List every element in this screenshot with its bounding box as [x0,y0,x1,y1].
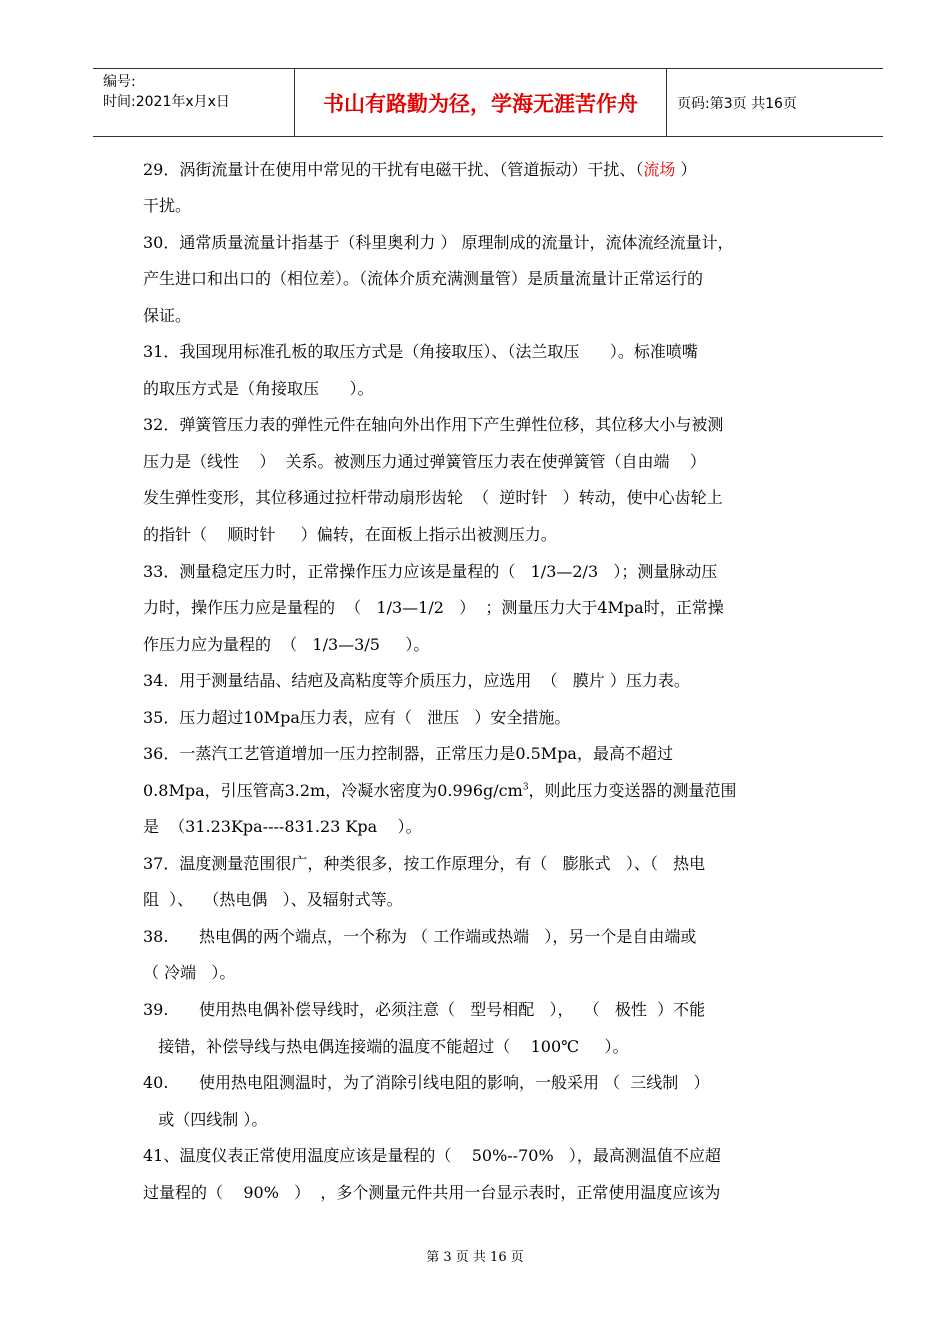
text-line [143,342,698,362]
line-text: 作压力应为量程的 （ 1/3—3/5 ）。 [143,635,430,654]
text-line [143,452,706,472]
text-line [143,817,422,837]
text-line [143,1037,628,1057]
line-text: 36．一蒸汽工艺管道增加一压力控制器，正常压力是0.5Mpa，最高不超过 [143,744,673,763]
document-number-label: 编号: [103,74,136,90]
line-text: 35．压力超过10Mpa压力表，应有（ 泄压 ）安全措施。 [143,708,571,727]
line-text: 压力是（线性 ） 关系。被测压力通过弹簧管压力表在使弹簧管（自由端 ） [143,452,706,471]
line-text: 或（四线制 ）。 [143,1110,268,1129]
text-line [143,269,703,289]
line-text: 力时，操作压力应是量程的 （ 1/3—1/2 ） ；测量压力大于4Mpa时，正常操 [143,598,724,617]
line-text: 40. 使用热电阻测温时，为了消除引线电阻的影响，一般采用 （ 三线制 ） [143,1073,710,1092]
line-text: 阻 ）、 （热电偶 ）、及辐射式等。 [143,890,403,909]
highlighted-answer: 流场 [643,160,676,179]
line-text: 的取压方式是（角接取压 ）。 [143,379,374,398]
line-text: 过量程的（ 90% ） ，多个测量元件共用一台显示表时，正常使用温度应该为 [143,1183,721,1202]
line-text: 31．我国现用标准孔板的取压方式是（角接取压）、（法兰取压 ）。标准喷嘴 [143,342,698,361]
text-line [143,635,429,655]
text-line [143,233,734,253]
text-line [143,1000,705,1020]
text-line [143,160,696,180]
line-text: 33．测量稳定压力时，正常操作压力应该是量程的（ 1/3—2/3 ）；测量脉动压 [143,562,718,581]
document-time-label: 时间:2021年x月x日 [103,94,230,110]
line-text: （ 冷端 ）。 [143,963,236,982]
page-footer: 第 3 页 共 16 页 [426,1250,524,1265]
text-line [143,1073,709,1093]
superscript: 3 [522,782,529,793]
text-line [143,306,191,326]
line-text: 产生进口和出口的（相位差）。（流体介质充满测量管）是质量流量计正常运行的 [143,269,704,288]
text-line [143,525,557,545]
line-text-tail: ，则此压力变送器的测量范围 [528,781,737,800]
header-page-number: 页码:第3页 共16页 [677,95,797,112]
page-header [93,68,883,137]
text-line [143,671,690,691]
text-line [143,854,705,874]
line-text: 39. 使用热电偶补偿导线时，必须注意（ 型号相配 ）， （ 极性 ）不能 [143,1000,706,1019]
line-text: 41、温度仪表正常使用温度应该是量程的（ 50%--70% ），最高测温值不应超 [143,1146,721,1165]
line-text-tail: ） [675,160,697,179]
line-text: 干扰。 [143,196,192,215]
text-line [143,598,724,618]
text-line [143,963,235,983]
line-text: 30．通常质量流量计指基于（科里奥利力 ） 原理制成的流量计，流体流经流量计， [143,233,734,252]
text-line [143,196,191,216]
line-text: 发生弹性变形，其位移通过拉杆带动扇形齿轮 （ 逆时针 ）转动，使中心齿轮上 [143,488,723,507]
header-meta [93,69,293,136]
line-text: 保证。 [143,306,192,325]
line-text: 是 （31.23Kpa----831.23 Kpa ）。 [143,817,422,836]
line-text: 38. 热电偶的两个端点，一个称为 （ 工作端或热端 ），另一个是自由端或 [143,927,697,946]
text-line [143,708,570,728]
text-line [143,488,723,508]
text-line [143,1146,721,1166]
line-text: 34．用于测量结晶、结疤及高粘度等介质压力，应选用 （ 膜片 ）压力表。 [143,671,690,690]
line-text: 29．涡街流量计在使用中常见的干扰有电磁干扰、（管道振动）干扰、（ [143,160,644,179]
text-line [143,890,403,910]
line-text: 接错，补偿导线与热电偶连接端的温度不能超过（ 100℃ ）。 [143,1037,629,1056]
line-text: 37．温度测量范围很广，种类很多，按工作原理分，有（ 膨胀式 ）、（ 热电 [143,854,706,873]
text-line [143,379,374,399]
line-text: 的指针（ 顺时针 ）偏转，在面板上指示出被测压力。 [143,525,557,544]
text-line [143,927,696,947]
header-motto: 书山有路勤为径，学海无涯苦作舟 [294,69,667,136]
text-line [143,415,723,435]
line-text: 32．弹簧管压力表的弹性元件在轴向外出作用下产生弹性位移，其位移大小与被测 [143,415,724,434]
text-line [143,781,737,801]
text-line [143,744,673,764]
text-line [143,562,717,582]
text-line [143,1110,267,1130]
line-text: 0.8Mpa，引压管高3.2m，冷凝水密度为0.996g/cm [143,781,523,800]
text-line [143,1183,720,1203]
